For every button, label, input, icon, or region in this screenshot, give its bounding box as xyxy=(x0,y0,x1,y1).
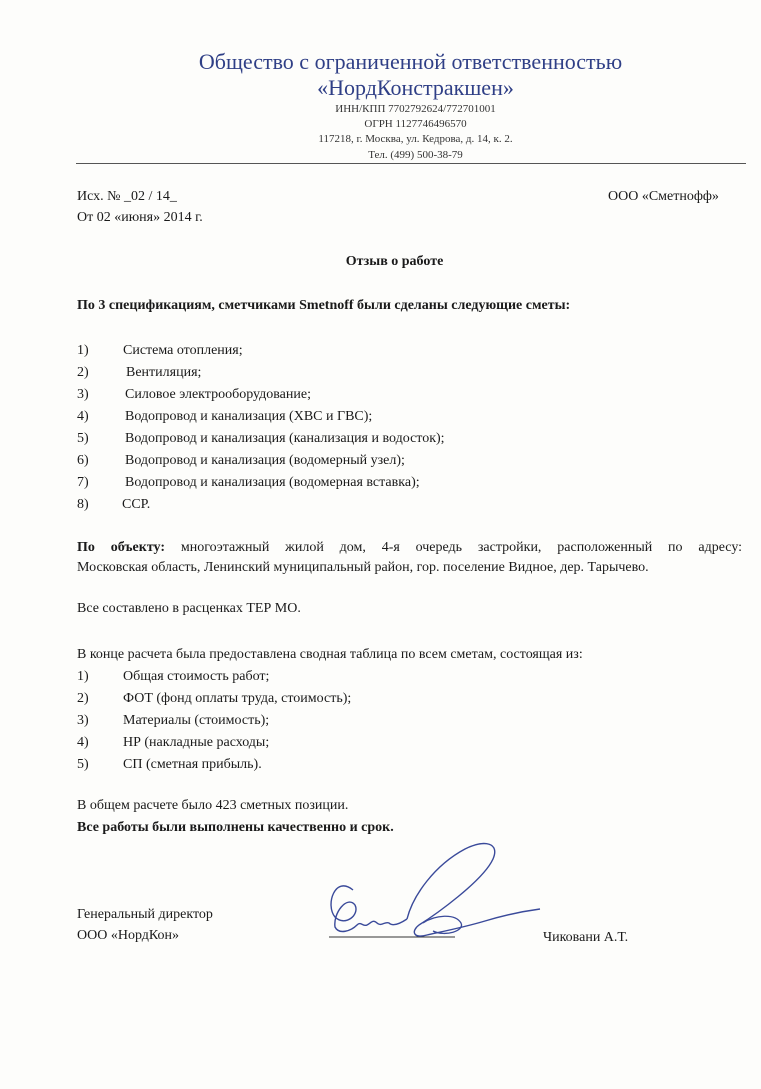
letterhead-ogrn: ОГРН 1127746496570 xyxy=(364,118,467,130)
total-positions: В общем расчете было 423 сметных позиции. xyxy=(77,798,349,813)
list-item: ФОТ (фонд оплаты труда, стоимость); xyxy=(123,691,352,706)
signatory-company: ООО «НордКон» xyxy=(77,928,180,943)
list-item-number: 5) xyxy=(77,757,89,772)
outgoing-number: Исх. № _02 / 14_ xyxy=(77,189,177,204)
letterhead-divider xyxy=(76,163,746,164)
list-item: Водопровод и канализация (канализация и водосток); xyxy=(125,431,445,446)
list-item: Водопровод и канализация (ХВС и ГВС); xyxy=(125,409,373,424)
intro-text: По 3 спецификациям, сметчиками Smetnoff были сделаны следующие сметы: xyxy=(77,298,571,313)
list-item: Водопровод и канализация (водомерный узел); xyxy=(125,453,405,468)
letterhead-company-type: Общество с ограниченной ответственностью xyxy=(198,49,623,74)
object-paragraph xyxy=(77,537,742,559)
list-item-number: 8) xyxy=(77,497,89,512)
list-item-number: 3) xyxy=(77,713,89,728)
letterhead-company-name: «НордКонстракшен» xyxy=(317,75,514,100)
letterhead-address: 117218, г. Москва, ул. Кедрова, д. 14, к. 2. xyxy=(318,133,513,145)
list-item-number: 2) xyxy=(77,691,89,706)
recipient: ООО «Сметнофф» xyxy=(608,189,719,204)
handwritten-signature xyxy=(315,835,545,950)
letterhead-inn: ИНН/КПП 7702792624/772701001 xyxy=(335,103,496,115)
object-label: По объекту: xyxy=(77,540,165,555)
letterhead-phone: Тел. (499) 500-38-79 xyxy=(368,149,463,161)
list-item-number: 1) xyxy=(77,669,89,684)
list-item-number: 1) xyxy=(77,343,89,358)
list-item-number: 4) xyxy=(77,409,89,424)
letter-title: Отзыв о работе xyxy=(345,254,444,269)
list-item-number: 5) xyxy=(77,431,89,446)
list-item: Силовое электрооборудование; xyxy=(125,387,311,402)
object-address: Московская область, Ленинский муниципальный район, гор. поселение Видное, дер. Тарычево. xyxy=(77,560,649,575)
letter-date: От 02 «июня» 2014 г. xyxy=(77,210,203,225)
prices-note: Все составлено в расценках ТЕР МО. xyxy=(77,601,301,616)
list-item-number: 7) xyxy=(77,475,89,490)
list-item-number: 6) xyxy=(77,453,89,468)
list-item-number: 4) xyxy=(77,735,89,750)
summary-table-intro: В конце расчета была предоставлена сводная таблица по всем сметам, состоящая из: xyxy=(77,647,583,662)
list-item: Вентиляция; xyxy=(126,365,202,380)
list-item-number: 2) xyxy=(77,365,89,380)
list-item: Система отопления; xyxy=(123,343,243,358)
quality-statement: Все работы были выполнены качественно и срок. xyxy=(77,820,394,835)
object-description: многоэтажный жилой дом, 4-я очередь застройки, расположенный по адресу: xyxy=(180,540,743,555)
list-item: Водопровод и канализация (водомерная вставка); xyxy=(125,475,420,490)
list-item: ССР. xyxy=(122,497,151,512)
list-item: НР (накладные расходы; xyxy=(123,735,270,750)
list-item-number: 3) xyxy=(77,387,89,402)
signatory-position: Генеральный директор xyxy=(77,907,213,922)
list-item: Материалы (стоимость); xyxy=(123,713,270,728)
signatory-name: Чиковани А.Т. xyxy=(543,930,629,945)
list-item: СП (сметная прибыль). xyxy=(123,757,262,772)
list-item: Общая стоимость работ; xyxy=(123,669,270,684)
